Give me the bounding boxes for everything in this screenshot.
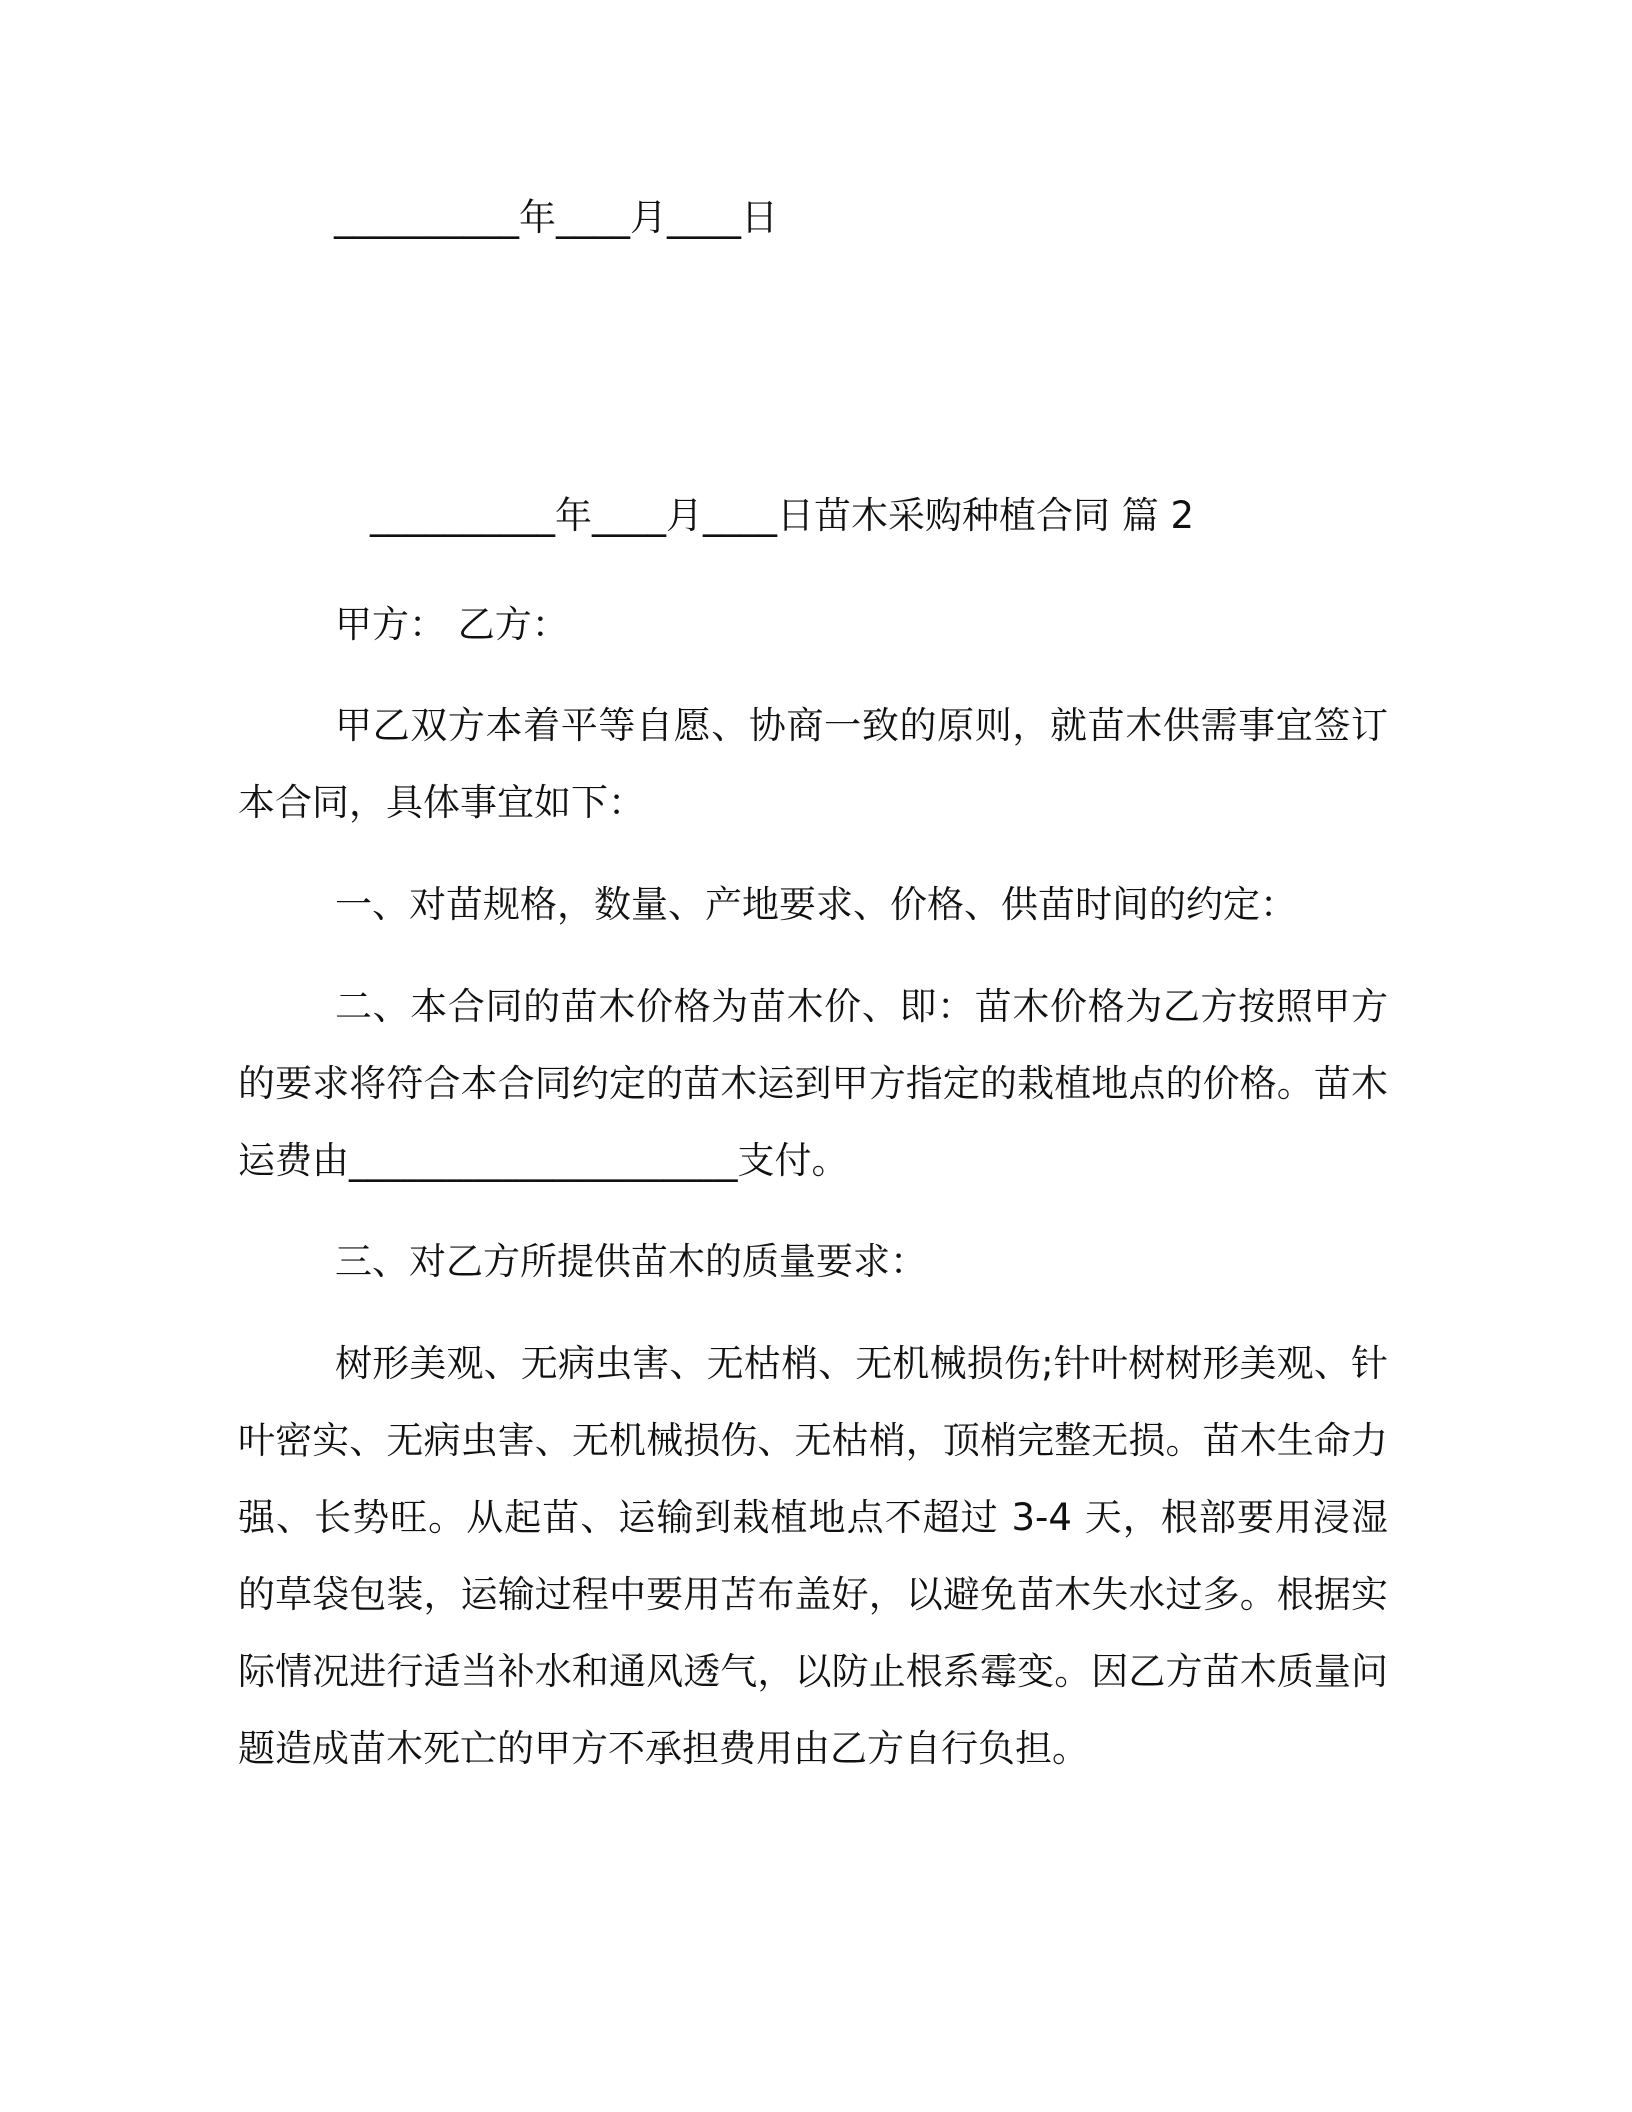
quality-requirements-paragraph: 树形美观、无病虫害、无枯梢、无机械损伤;针叶树树形美观、针叶密实、无病虫害、无机械损伤、无枯梢，顶梢完整无损。苗木生命力强、长势旺。从起苗、运输到栽植地点不超过 3-4 天，根部要用浸湿的草袋包装，运输过程中要用苫布盖好，以避免苗木失水过多。根据实际情况进行适当补水和通风透气，以防止根系霉变。因乙方苗木质量问题造成苗木死亡的甲方不承担费用由乙方自行负担。 xyxy=(238,1342,1388,1770)
date-line: __________年____月____日 xyxy=(334,196,778,239)
section-two-paragraph: 二、本合同的苗木价格为苗木价、即：苗木价格为乙方按照甲方的要求将符合本合同约定的苗木运到甲方指定的栽植地点的价格。苗木运费由_____________________支付。 xyxy=(238,985,1388,1182)
parties-line: 甲方： 乙方： xyxy=(335,603,569,646)
section-one-heading: 一、对苗规格，数量、产地要求、价格、供苗时间的约定： xyxy=(335,883,1297,926)
intro-paragraph: 甲乙双方本着平等自愿、协商一致的原则，就苗木供需事宜签订本合同，具体事宜如下： xyxy=(238,704,1388,824)
contract-title: __________年____月____日苗木采购种植合同 篇 2 xyxy=(370,494,1195,537)
section-three-heading: 三、对乙方所提供苗木的质量要求： xyxy=(335,1240,927,1283)
